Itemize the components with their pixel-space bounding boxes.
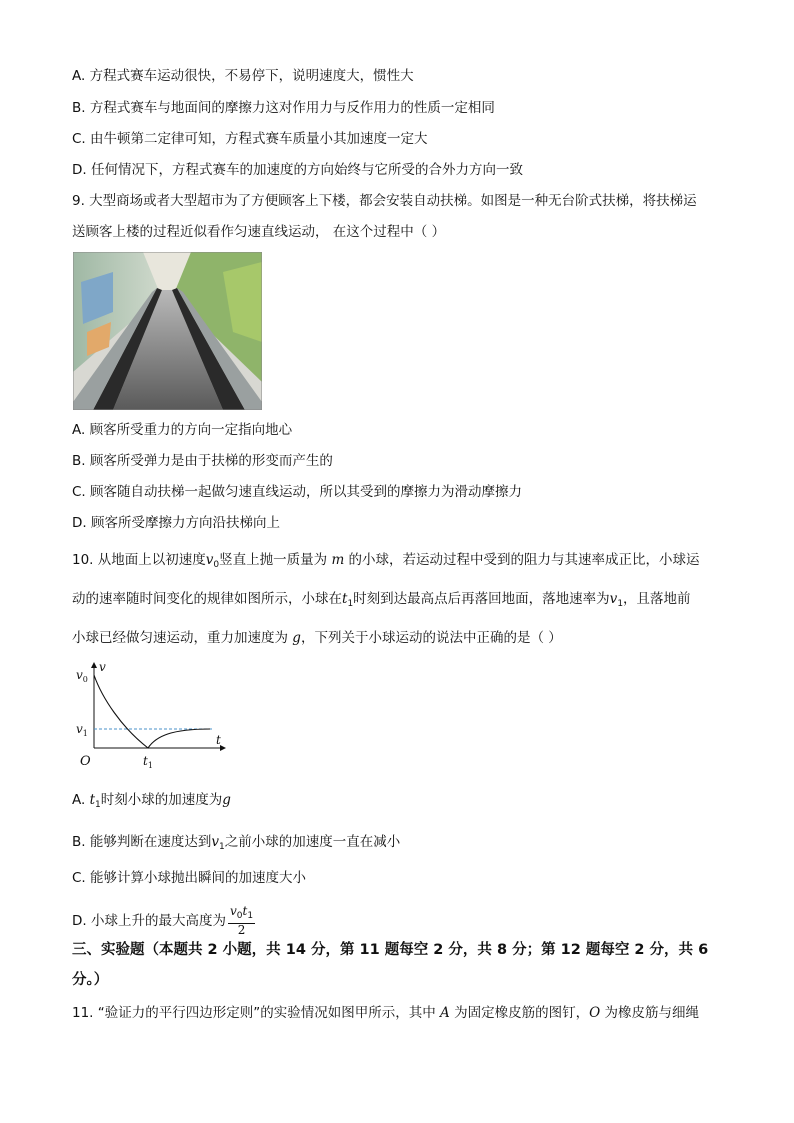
symbol-t: t [89, 792, 96, 808]
v-axis-label: v [99, 660, 106, 674]
q10-text: 之前小球的加速度一直在减小 [224, 834, 401, 850]
q9-option-d: D. 顾客所受摩擦力方向沿扶梯向上 [72, 515, 280, 531]
speed-time-graph [72, 658, 232, 770]
escalator-photo [73, 252, 262, 410]
subscript: 1 [247, 911, 254, 921]
q9-option-c: C. 顾客随自动扶梯一起做匀速直线运动，所以其受到的摩擦力为滑动摩擦力 [72, 484, 523, 500]
q9-option-b: B. 顾客所受弹力是由于扶梯的形变而产生的 [72, 453, 333, 469]
subscript: 1 [95, 800, 101, 810]
q10-text: 时刻小球的加速度为 [100, 792, 223, 808]
subscript: 1 [617, 599, 624, 609]
q11-text: 为橡皮筋与细绳 [604, 1005, 699, 1021]
q10-text: A. [72, 792, 90, 808]
q10-text: ，且落地前 [623, 591, 691, 607]
t-axis-label: t [216, 733, 221, 747]
q11-text: 11. “验证力的平行四边形定则”的实验情况如图甲所示，其中 [72, 1005, 436, 1021]
subscript: 1 [218, 842, 225, 852]
v-axis-arrow [91, 662, 97, 668]
q9-stem-line2: 送顾客上楼的过程近似看作匀速直线运动， 在这个过程中（ ） [72, 224, 446, 240]
symbol-v: v [211, 834, 219, 850]
q11-text: 为固定橡皮筋的图钉， [454, 1005, 590, 1021]
t-axis-arrow [220, 745, 226, 751]
q10-option-d [72, 905, 255, 937]
q8-option-c: C. 由牛顿第二定律可知，方程式赛车质量小其加速度一定大 [72, 131, 428, 147]
q11-stem [72, 1004, 699, 1022]
q10-text: B. 能够判断在速度达到 [72, 834, 212, 850]
q10-text: 时刻到达最高点后再落回地面，落地速率为 [353, 591, 610, 607]
symbol-t: t [242, 904, 248, 918]
subscript: 0 [236, 911, 243, 921]
q10-stem-line2 [72, 590, 691, 613]
q9-stem-line1: 9. 大型商场或者大型超市为了方便顾客上下楼，都会安装自动扶梯。如图是一种无台阶式扶梯，将扶梯运 [72, 193, 697, 209]
v0-label: $v_0$ [76, 668, 88, 684]
q10-option-a [72, 791, 231, 814]
v1-label: $v_1$ [76, 722, 88, 738]
section-3-heading-line1: 三、实验题（本题共 2 小题，共 14 分，第 11 题每空 2 分，共 8 分；第 12 题每空 2 分，共 6 [72, 942, 709, 958]
subscript: 1 [347, 599, 354, 609]
q10-text: ，下列关于小球运动的说法中正确的是（ ） [300, 630, 562, 646]
q8-option-d: D. 任何情况下，方程式赛车的加速度的方向始终与它所受的合外力方向一致 [72, 162, 523, 178]
q10-text: 动的速率随时间变化的规律如图所示，小球在 [72, 591, 342, 607]
q10-text: D. 小球上升的最大高度为 [72, 913, 226, 929]
q10-option-c: C. 能够计算小球抛出瞬间的加速度大小 [72, 870, 307, 886]
symbol-g: g [222, 792, 231, 808]
fraction-v0t1-over-2 [228, 905, 255, 937]
origin-label: O [80, 754, 91, 769]
symbol-t: t [342, 591, 348, 607]
symbol-g: g [292, 630, 301, 646]
q10-text: 竖直上抛一质量为 [219, 552, 328, 568]
q10-text: 的小球，若运动过程中受到的阻力与其速率成正比，小球运 [348, 552, 700, 568]
t1-label: $t_1$ [143, 754, 153, 770]
symbol-v: v [205, 552, 214, 568]
symbol-v: v [229, 904, 237, 918]
q8-option-a: A. 方程式赛车运动很快，不易停下，说明速度大，惯性大 [72, 68, 414, 84]
q10-stem-line3 [72, 629, 562, 647]
subscript: 0 [213, 560, 220, 570]
q8-option-b: B. 方程式赛车与地面间的摩擦力这对作用力与反作用力的性质一定相同 [72, 100, 495, 116]
q9-option-a: A. 顾客所受重力的方向一定指向地心 [72, 422, 293, 438]
section-3-heading-line2: 分。） [72, 972, 109, 988]
q10-text: 小球已经做匀速运动，重力加速度为 [72, 630, 288, 646]
speed-curve [94, 675, 210, 748]
symbol-m: m [331, 552, 345, 568]
symbol-v: v [609, 591, 618, 607]
symbol-A: A [440, 1005, 450, 1021]
q10-stem-line1 [72, 551, 700, 574]
q10-option-b [72, 833, 400, 856]
denominator: 2 [237, 923, 246, 937]
symbol-O: O [589, 1005, 601, 1021]
q10-text: 10. 从地面上以初速度 [72, 552, 206, 568]
